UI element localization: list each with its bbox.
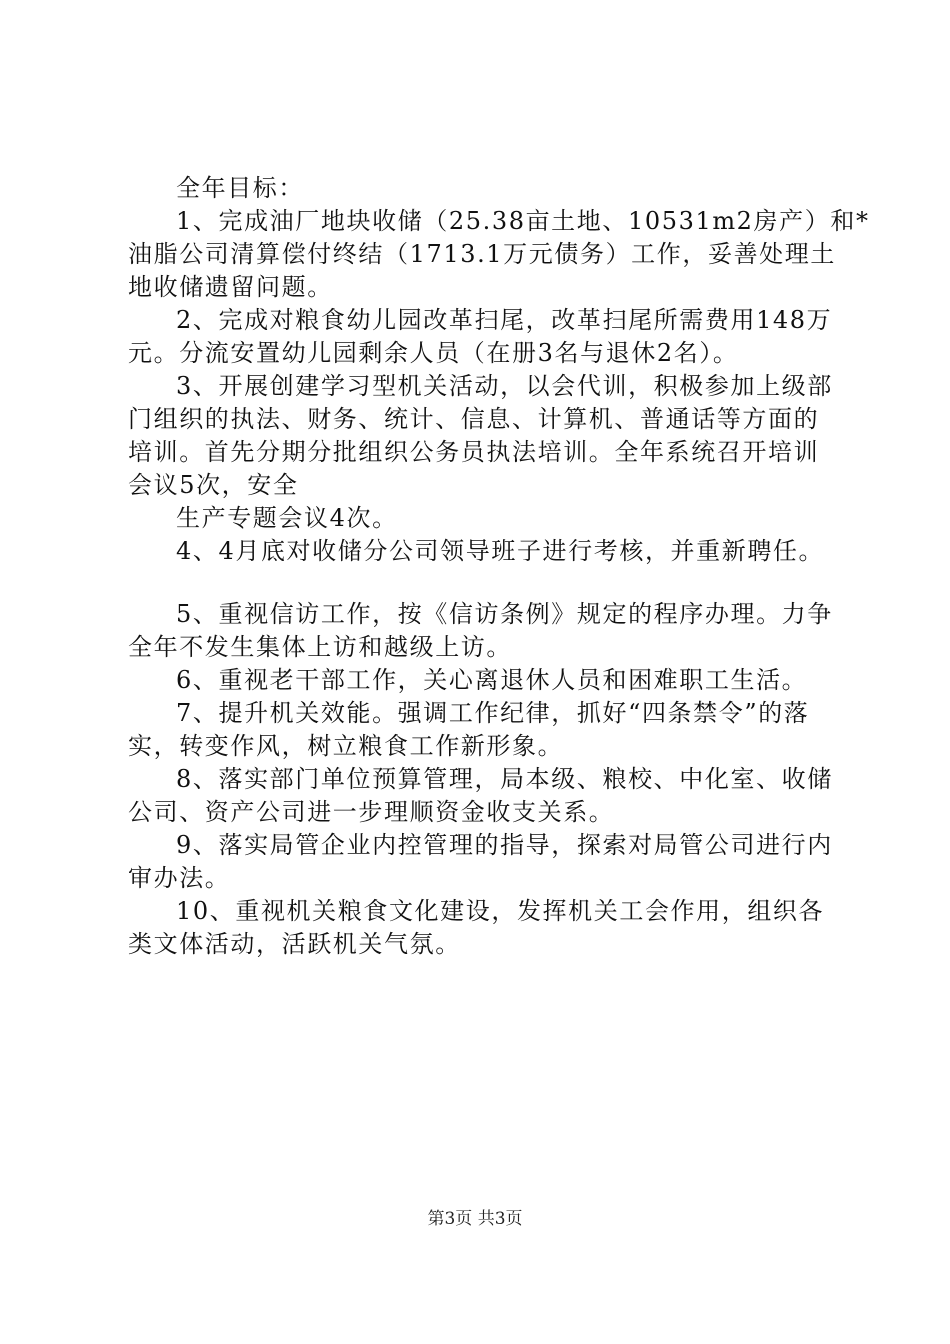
document-line: 10、重视机关粮食文化建设，发挥机关工会作用，组织各 — [176, 897, 825, 925]
page-footer: 第3页 共3页 — [427, 1209, 523, 1229]
document-line: 油脂公司清算偿付终结（1713.1万元债务）工作，妥善处理土 — [128, 240, 836, 268]
document-line: 5、重视信访工作，按《信访条例》规定的程序办理。力争 — [176, 600, 833, 628]
document-line: 8、落实部门单位预算管理，局本级、粮校、中化室、收储 — [176, 765, 833, 793]
document-line: 2、完成对粮食幼儿园改革扫尾，改革扫尾所需费用148万 — [176, 306, 833, 334]
document-line: 地收储遗留问题。 — [128, 273, 333, 301]
document-line: 9、落实局管企业内控管理的指导，探索对局管公司进行内 — [176, 831, 833, 859]
document-line: 公司、资产公司进一步理顺资金收支关系。 — [128, 798, 615, 826]
document-line: 类文体活动，活跃机关气氛。 — [128, 930, 461, 958]
document-line: 6、重视老干部工作，关心离退休人员和困难职工生活。 — [176, 666, 808, 694]
document-line: 元。分流安置幼儿园剩余人员（在册3名与退休2名）。 — [128, 339, 739, 367]
document-line: 实，转变作风，树立粮食工作新形象。 — [128, 732, 564, 760]
document-line: 全年不发生集体上访和越级上访。 — [128, 633, 512, 661]
document-line: 4、4月底对收储分公司领导班子进行考核，并重新聘任。 — [176, 537, 825, 565]
document-line: 审办法。 — [128, 864, 231, 892]
document-body — [128, 172, 870, 961]
document-line: 会议5次，安全 — [128, 471, 299, 499]
document-line: 培训。首先分期分批组织公务员执法培训。全年系统召开培训 — [128, 438, 820, 466]
document-line: 生产专题会议4次。 — [176, 504, 398, 532]
document-line: 全年目标： — [176, 174, 304, 202]
document-line: 1、完成油厂地块收储（25.38亩土地、10531m2房产）和* — [176, 207, 870, 235]
document-line: 7、提升机关效能。强调工作纪律，抓好“四条禁令”的落 — [176, 699, 810, 727]
document-line: 3、开展创建学习型机关活动，以会代训，积极参加上级部 — [176, 372, 833, 400]
document-line: 门组织的执法、财务、统计、信息、计算机、普通话等方面的 — [128, 405, 820, 433]
paragraph-gap — [128, 568, 838, 598]
